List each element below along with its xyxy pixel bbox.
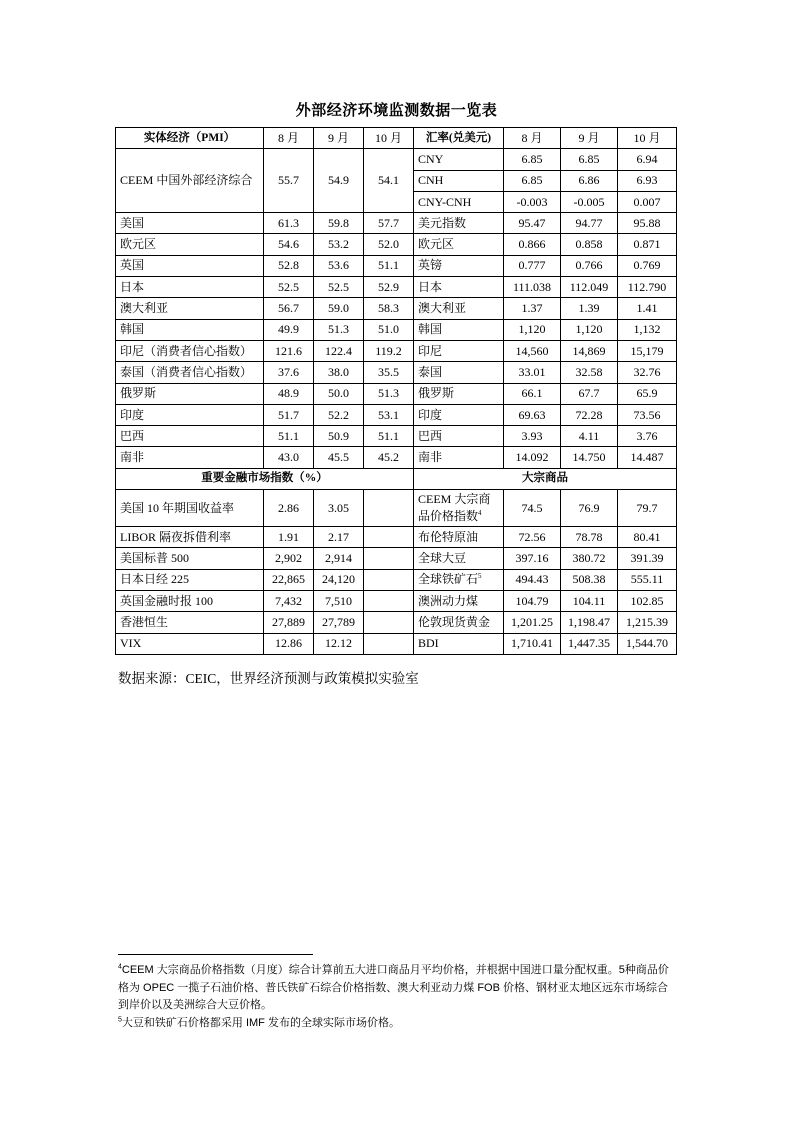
section-header-row [116,468,677,489]
value-cell: 33.01 [504,362,561,383]
value-cell: 1,215.39 [618,612,677,633]
value-cell: 15,179 [618,340,677,361]
table-row [116,590,677,611]
table-row [116,234,677,255]
value-cell: 0.858 [561,234,618,255]
value-cell: 52.8 [264,255,314,276]
value-cell: 74.5 [504,490,561,527]
value-cell: 6.94 [618,149,677,170]
table-row [116,404,677,425]
header-row [116,128,677,149]
fx-label: 英镑 [414,255,504,276]
value-cell: 12.12 [314,633,364,654]
value-cell: 555.11 [618,569,677,590]
value-cell: 12.86 [264,633,314,654]
fx-label: 南非 [414,447,504,468]
empty-cell [364,612,414,633]
table-row [116,255,677,276]
value-cell: 7,510 [314,590,364,611]
value-cell: 78.78 [561,527,618,548]
value-cell: -0.005 [561,191,618,212]
value-cell: 112.049 [561,277,618,298]
commodity-label-text: 全球铁矿石 [418,572,479,587]
commodity-label-text: 伦敦现货黄金 [418,614,491,629]
value-cell: 2.86 [264,490,314,527]
value-cell: 1,132 [618,319,677,340]
value-cell: 104.11 [561,590,618,611]
value-cell: 1.91 [264,527,314,548]
pmi-label: 澳大利亚 [116,298,264,319]
table-body [116,128,677,655]
fx-label: 欧元区 [414,234,504,255]
value-cell: 22,865 [264,569,314,590]
empty-cell [364,548,414,569]
value-cell: 51.3 [314,319,364,340]
finance-label: VIX [116,633,264,654]
value-cell: 0.769 [618,255,677,276]
table-row [116,490,677,527]
value-cell: 6.85 [504,149,561,170]
commodity-label-text: 全球大豆 [418,550,467,565]
value-cell: 0.866 [504,234,561,255]
pmi-label: 日本 [116,277,264,298]
footnote-text: CEEM 大宗商品价格指数（月度）综合计算前五大进口商品月平均价格，并根据中国进口量分配权重。5种商品价格为 OPEC 一揽子石油价格、普氏铁矿石综合价格指数、澳大利亚动力煤 FOB 价格、钢材亚太地区远东市场综合到岸价以及美洲综合大豆价格。 [118,964,669,1011]
value-cell: 54.6 [264,234,314,255]
value-cell: 494.43 [504,569,561,590]
value-cell: 52.9 [364,277,414,298]
value-cell: 45.5 [314,447,364,468]
value-cell: 69.63 [504,404,561,425]
value-cell: 58.3 [364,298,414,319]
finance-header: 重要金融市场指数（%） [116,468,414,489]
commodity-label [414,569,504,590]
value-cell: 2,914 [314,548,364,569]
month-header: 9 月 [314,128,364,149]
value-cell: 6.85 [561,149,618,170]
commodity-label [414,633,504,654]
value-cell: 52.5 [314,277,364,298]
value-cell: 52.5 [264,277,314,298]
footnote-marker: 5 [478,572,482,581]
value-cell: 27,889 [264,612,314,633]
pmi-header: 实体经济（PMI） [116,128,264,149]
commodity-label [414,612,504,633]
value-cell: 1.37 [504,298,561,319]
footnote-5 [118,1015,678,1033]
value-cell: 1,198.47 [561,612,618,633]
value-cell: 38.0 [314,362,364,383]
value-cell: 51.1 [264,426,314,447]
value-cell: 48.9 [264,383,314,404]
finance-label: 美国标普 500 [116,548,264,569]
value-cell: 54.9 [314,149,364,213]
footnote-marker: 4 [478,509,482,518]
value-cell: 1,710.41 [504,633,561,654]
value-cell: 24,120 [314,569,364,590]
fx-label: 俄罗斯 [414,383,504,404]
value-cell: -0.003 [504,191,561,212]
value-cell: 27,789 [314,612,364,633]
data-source: 数据来源：CEIC，世界经济预测与政策模拟实验室 [118,671,419,686]
table-row [116,569,677,590]
table-row [116,149,677,170]
fx-label: 日本 [414,277,504,298]
commodity-label-text: CEEM 大宗商品价格指数 [418,492,491,524]
month-header: 10 月 [618,128,677,149]
ceem-label: CEEM 中国外部经济综合 [116,149,264,213]
empty-cell [364,590,414,611]
value-cell: 380.72 [561,548,618,569]
value-cell: 1,544.70 [618,633,677,654]
commodity-label-text: 布伦特原油 [418,529,479,544]
fx-label: CNY-CNH [414,191,504,212]
value-cell: 72.28 [561,404,618,425]
table-row [116,298,677,319]
value-cell: 3.05 [314,490,364,527]
pmi-label: 韩国 [116,319,264,340]
value-cell: 55.7 [264,149,314,213]
value-cell: 49.9 [264,319,314,340]
fx-label: CNH [414,170,504,191]
value-cell: 6.93 [618,170,677,191]
commodity-label [414,490,504,527]
table-row [116,426,677,447]
value-cell: 57.7 [364,213,414,234]
value-cell: 95.88 [618,213,677,234]
value-cell: 65.9 [618,383,677,404]
footnote-text: 大豆和铁矿石价格都采用 IMF 发布的全球实际市场价格。 [121,1016,400,1029]
pmi-label: 印度 [116,404,264,425]
value-cell: 121.6 [264,340,314,361]
value-cell: 73.56 [618,404,677,425]
fx-label: 印尼 [414,340,504,361]
value-cell: 66.1 [504,383,561,404]
commodity-label [414,548,504,569]
footnote-4 [118,962,678,1015]
fx-label: 印度 [414,404,504,425]
value-cell: 1.41 [618,298,677,319]
value-cell: 76.9 [561,490,618,527]
commodity-label [414,527,504,548]
commodity-label-text: BDI [418,636,439,651]
value-cell: 102.85 [618,590,677,611]
value-cell: 0.871 [618,234,677,255]
fx-label: 韩国 [414,319,504,340]
pmi-label: 美国 [116,213,264,234]
value-cell: 0.777 [504,255,561,276]
value-cell: 104.79 [504,590,561,611]
pmi-label: 英国 [116,255,264,276]
value-cell: 2,902 [264,548,314,569]
value-cell: 53.1 [364,404,414,425]
table-row [116,383,677,404]
monitoring-table [115,127,677,655]
month-header: 10 月 [364,128,414,149]
pmi-label: 欧元区 [116,234,264,255]
pmi-label: 印尼（消费者信心指数） [116,340,264,361]
fx-header: 汇率(兑美元) [414,128,504,149]
value-cell: 1.39 [561,298,618,319]
pmi-label: 泰国（消费者信心指数） [116,362,264,383]
value-cell: 6.86 [561,170,618,191]
commodity-label [414,590,504,611]
footnote-rule [118,954,313,955]
finance-label: 香港恒生 [116,612,264,633]
value-cell: 14,560 [504,340,561,361]
value-cell: 53.2 [314,234,364,255]
table-row [116,447,677,468]
empty-cell [364,490,414,527]
value-cell: 51.7 [264,404,314,425]
value-cell: 1,447.35 [561,633,618,654]
value-cell: 59.8 [314,213,364,234]
empty-cell [364,527,414,548]
value-cell: 51.1 [364,426,414,447]
month-header: 8 月 [264,128,314,149]
value-cell: 4.11 [561,426,618,447]
value-cell: 37.6 [264,362,314,383]
footnote-number: 4 [118,963,122,971]
fx-label: 澳大利亚 [414,298,504,319]
empty-cell [364,569,414,590]
value-cell: 14.750 [561,447,618,468]
value-cell: 52.2 [314,404,364,425]
value-cell: 59.0 [314,298,364,319]
empty-cell [364,633,414,654]
value-cell: 51.0 [364,319,414,340]
finance-label: LIBOR 隔夜拆借利率 [116,527,264,548]
value-cell: 111.038 [504,277,561,298]
table-row [116,319,677,340]
value-cell: 0.766 [561,255,618,276]
value-cell: 51.3 [364,383,414,404]
value-cell: 32.76 [618,362,677,383]
value-cell: 6.85 [504,170,561,191]
table-row [116,277,677,298]
value-cell: 508.38 [561,569,618,590]
value-cell: 14.487 [618,447,677,468]
value-cell: 51.1 [364,255,414,276]
value-cell: 43.0 [264,447,314,468]
month-header: 9 月 [561,128,618,149]
value-cell: 112.790 [618,277,677,298]
value-cell: 32.58 [561,362,618,383]
fx-label: 巴西 [414,426,504,447]
table-row [116,548,677,569]
value-cell: 1,120 [504,319,561,340]
footnote-number: 5 [118,1015,122,1023]
value-cell: 56.7 [264,298,314,319]
value-cell: 61.3 [264,213,314,234]
value-cell: 67.7 [561,383,618,404]
value-cell: 391.39 [618,548,677,569]
value-cell: 79.7 [618,490,677,527]
value-cell: 7,432 [264,590,314,611]
value-cell: 95.47 [504,213,561,234]
value-cell: 14.092 [504,447,561,468]
pmi-label: 巴西 [116,426,264,447]
value-cell: 35.5 [364,362,414,383]
value-cell: 119.2 [364,340,414,361]
value-cell: 3.93 [504,426,561,447]
finance-label: 英国金融时报 100 [116,590,264,611]
value-cell: 1,120 [561,319,618,340]
value-cell: 45.2 [364,447,414,468]
value-cell: 2.17 [314,527,364,548]
pmi-label: 俄罗斯 [116,383,264,404]
value-cell: 122.4 [314,340,364,361]
pmi-label: 南非 [116,447,264,468]
value-cell: 80.41 [618,527,677,548]
value-cell: 52.0 [364,234,414,255]
month-header: 8 月 [504,128,561,149]
finance-label: 日本日经 225 [116,569,264,590]
finance-label: 美国 10 年期国收益率 [116,490,264,527]
fx-label: 泰国 [414,362,504,383]
fx-label: CNY [414,149,504,170]
value-cell: 50.9 [314,426,364,447]
value-cell: 0.007 [618,191,677,212]
page-title: 外部经济环境监测数据一览表 [295,103,498,119]
table-row [116,340,677,361]
table-row [116,612,677,633]
footnotes [118,962,678,1032]
value-cell: 72.56 [504,527,561,548]
value-cell: 1,201.25 [504,612,561,633]
table-row [116,362,677,383]
value-cell: 94.77 [561,213,618,234]
fx-label: 美元指数 [414,213,504,234]
value-cell: 397.16 [504,548,561,569]
value-cell: 54.1 [364,149,414,213]
table-row [116,527,677,548]
value-cell: 50.0 [314,383,364,404]
table-row [116,213,677,234]
value-cell: 3.76 [618,426,677,447]
value-cell: 14,869 [561,340,618,361]
commodity-label-text: 澳洲动力煤 [418,593,479,608]
commodity-header: 大宗商品 [414,468,677,489]
value-cell: 53.6 [314,255,364,276]
table-row [116,633,677,654]
